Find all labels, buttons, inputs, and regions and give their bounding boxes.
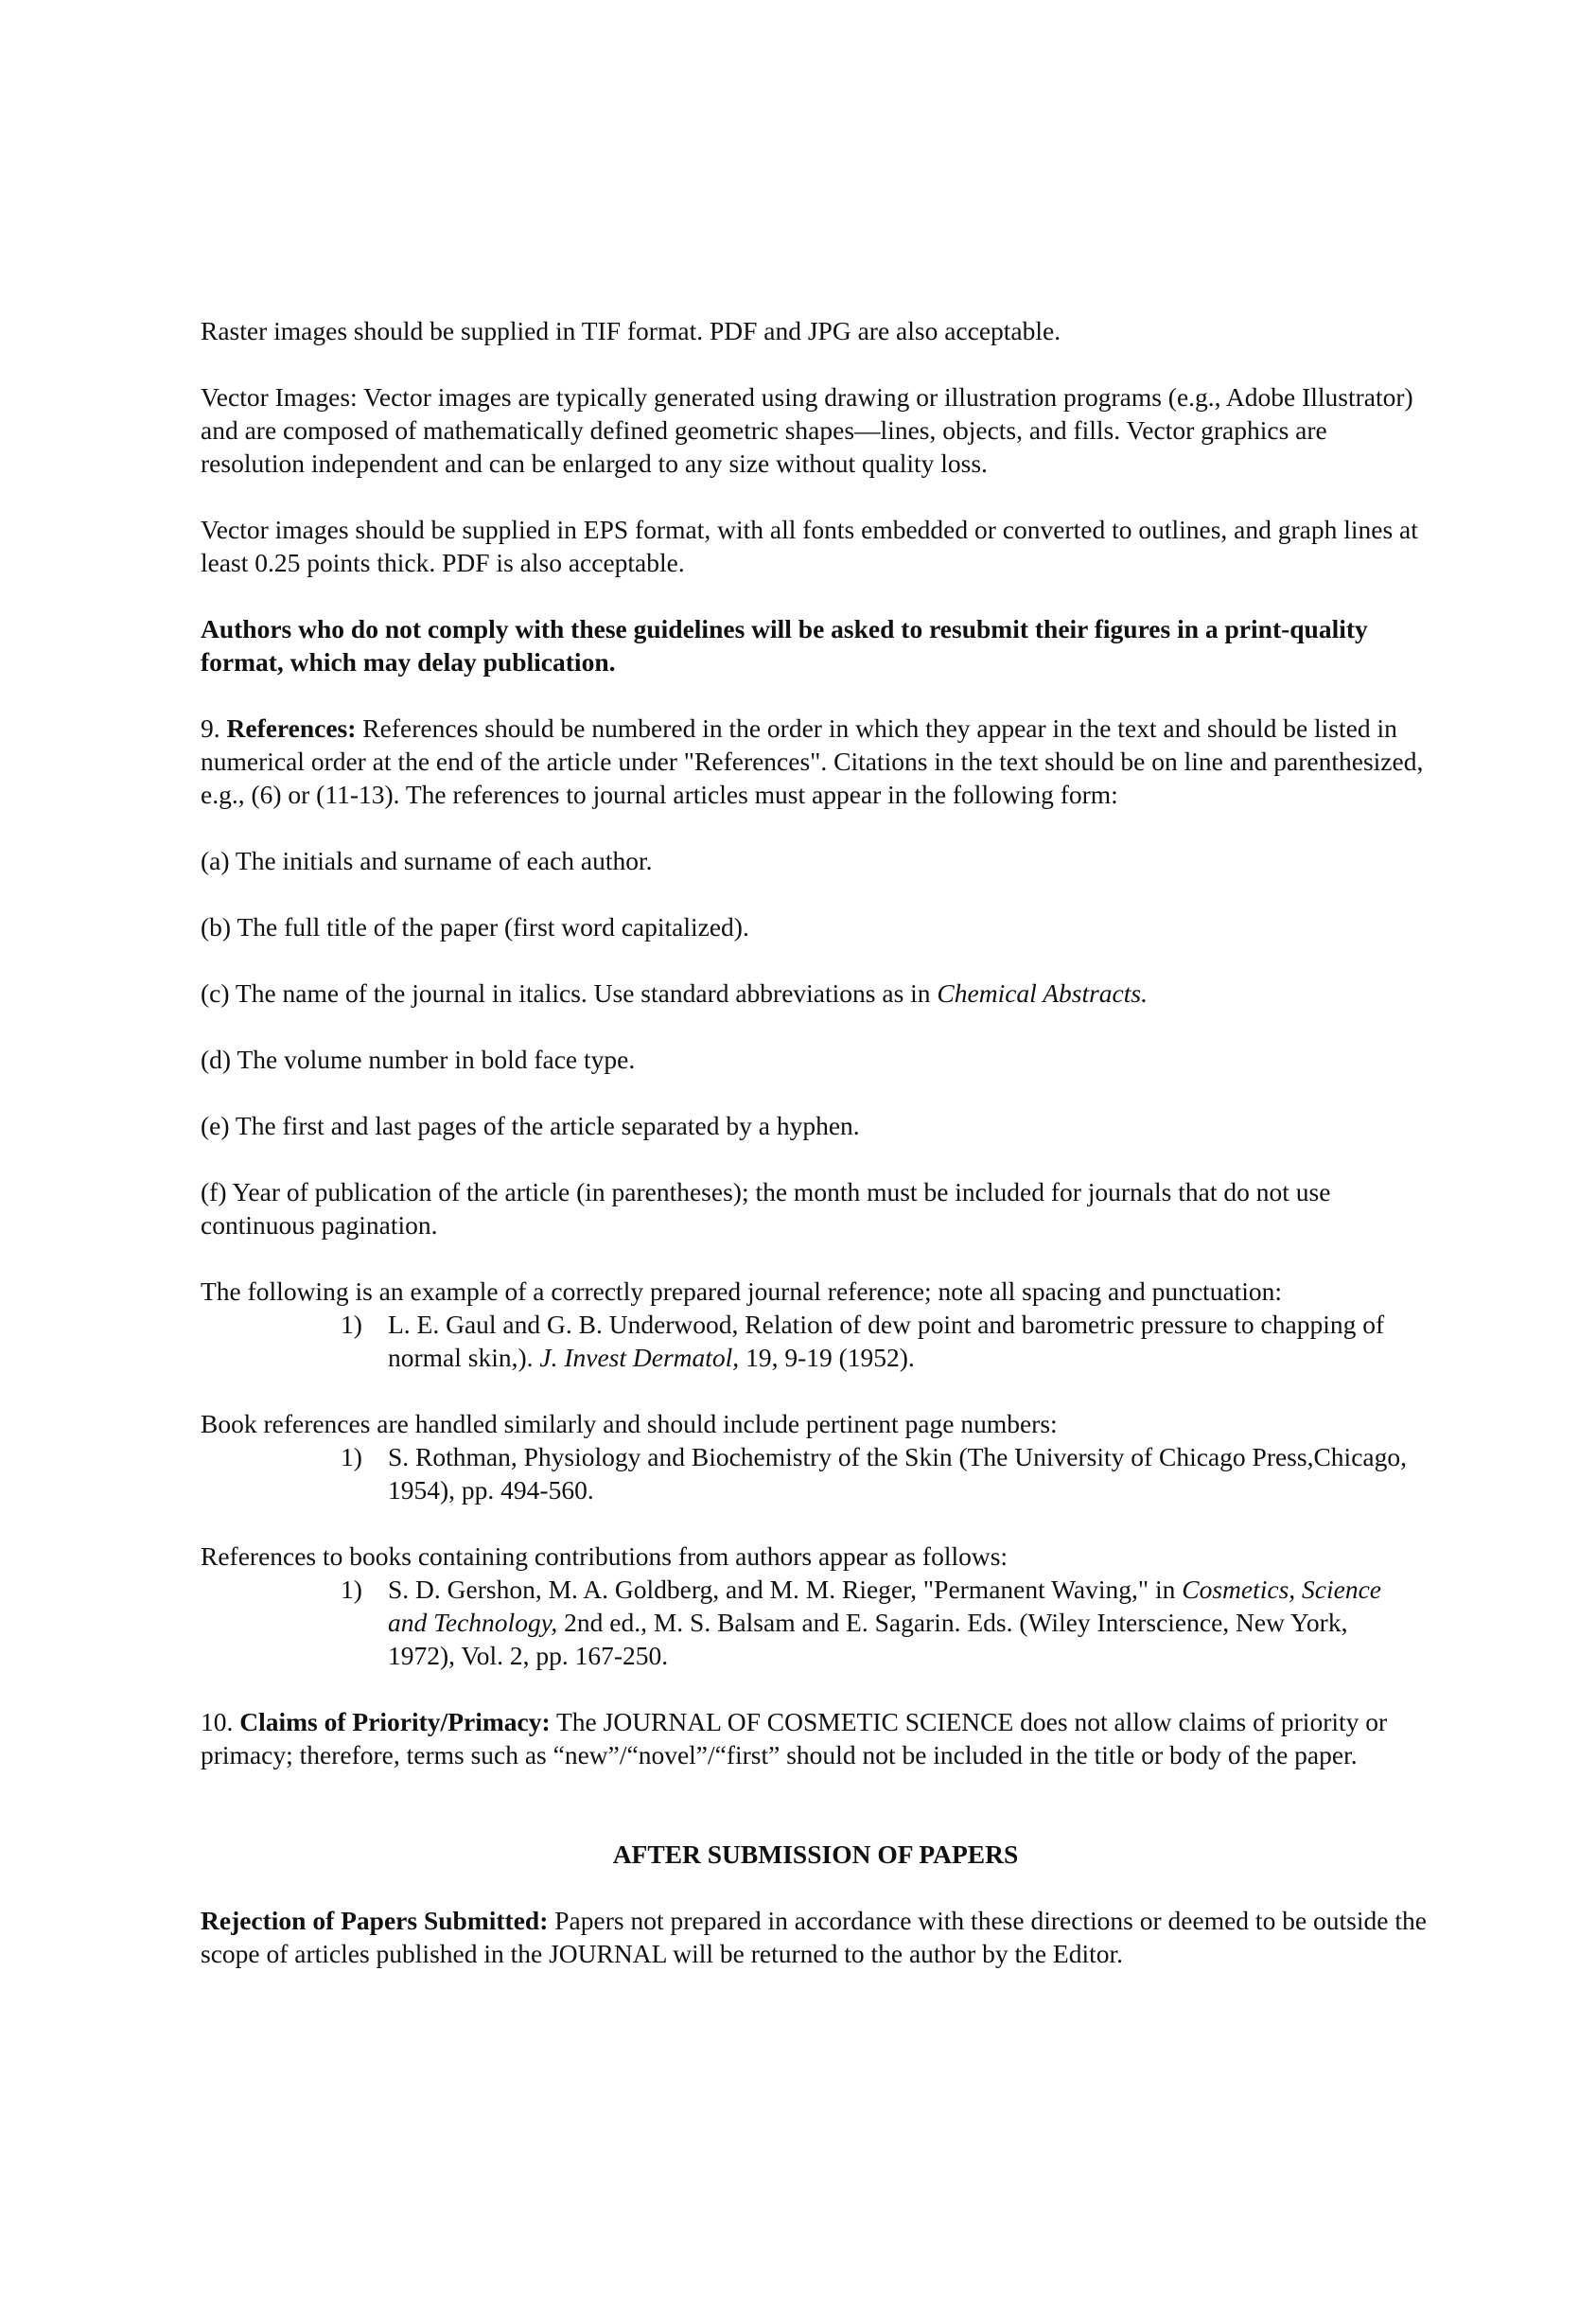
- rejection-label: Rejection of Papers Submitted:: [201, 1906, 549, 1935]
- contrib-example-text-after: 2nd ed., M. S. Balsam and E. Sagarin. Eds. (Wiley Interscience, New York, 1972), Vol. 2, pp. 167-250.: [388, 1608, 1348, 1670]
- claims-paragraph: [201, 1705, 1430, 1771]
- contrib-example-list: [201, 1573, 1430, 1672]
- contrib-example-italic: Cosmetics, Science and Technology,: [388, 1575, 1381, 1637]
- references-label: References:: [226, 713, 357, 743]
- reference-rule-a: (a) The initials and surname of each author.: [201, 846, 653, 875]
- vector-images-paragraph: Vector Images: Vector images are typically generated using drawing or illustration programs (e.g., Adobe Illustrator) and are composed of mathematically defined geometric shapes—lines, objects, and fills. Vector graphics are resolution independent and can be enlarged to any size without quality loss.: [201, 382, 1413, 478]
- journal-example-list: [201, 1308, 1430, 1374]
- list-item: [201, 1440, 1430, 1506]
- document-page: [201, 314, 1430, 2003]
- references-number: 9.: [201, 713, 227, 743]
- references-paragraph: [201, 712, 1430, 811]
- claims-number: 10.: [201, 1707, 240, 1736]
- reference-rule-c: [201, 977, 1430, 1010]
- reference-rule-f: (f) Year of publication of the article (in parentheses); the month must be included for journals that do not use continuous pagination.: [201, 1177, 1331, 1240]
- contrib-example-intro: References to books containing contributions from authors appear as follows:: [201, 1541, 1008, 1571]
- journal-example-text-before: L. E. Gaul and G. B. Underwood, Relation of dew point and barometric pressure to chapping of normal skin,).: [388, 1310, 1385, 1372]
- rejection-text: Papers not prepared in accordance with these directions or deemed to be outside the scope of articles published in the JOURNAL will be returned to the author by the Editor.: [201, 1906, 1427, 1968]
- after-submission-heading: AFTER SUBMISSION OF PAPERS: [612, 1840, 1019, 1869]
- book-example-intro: Book references are handled similarly and should include pertinent page numbers:: [201, 1409, 1058, 1438]
- book-example-list: [201, 1440, 1430, 1506]
- list-item-text: [388, 1308, 1430, 1374]
- compliance-warning-paragraph: Authors who do not comply with these guidelines will be asked to resubmit their figures in a print-quality format, which may delay publication.: [201, 614, 1368, 677]
- list-item-text: S. Rothman, Physiology and Biochemistry of the Skin (The University of Chicago Press,Chicago, 1954), pp. 494-560.: [388, 1442, 1407, 1505]
- journal-example-italic: J. Invest Dermatol,: [539, 1343, 740, 1372]
- reference-rule-c-text: (c) The name of the journal in italics. Use standard abbreviations as in: [201, 978, 938, 1008]
- claims-label: Claims of Priority/Primacy:: [239, 1707, 551, 1736]
- list-item-text: [388, 1573, 1430, 1672]
- references-text: References should be numbered in the order in which they appear in the text and should be listed in numerical order at the end of the article under "References". Citations in the text should be on line and parenthesized, e.g., (6) or (11-13). The references to journal articles must appear in the following form:: [201, 713, 1424, 809]
- raster-note-paragraph: Raster images should be supplied in TIF format. PDF and JPG are also acceptable.: [201, 316, 1061, 345]
- reference-rule-c-italic: Chemical Abstracts.: [937, 978, 1148, 1008]
- reference-rule-b: (b) The full title of the paper (first word capitalized).: [201, 912, 749, 942]
- journal-example-intro: The following is an example of a correctly prepared journal reference; note all spacing and punctuation:: [201, 1276, 1283, 1306]
- reference-rule-d: (d) The volume number in bold face type.: [201, 1045, 636, 1074]
- contrib-example-text-before: S. D. Gershon, M. A. Goldberg, and M. M. Rieger, "Permanent Waving," in: [388, 1575, 1183, 1604]
- list-item-number: 1): [341, 1575, 362, 1604]
- list-item: [201, 1308, 1430, 1374]
- list-item-number: 1): [341, 1310, 362, 1339]
- list-item: [201, 1573, 1430, 1672]
- rejection-paragraph: [201, 1904, 1430, 1970]
- reference-rule-e: (e) The first and last pages of the article separated by a hyphen.: [201, 1111, 860, 1140]
- journal-example-text-after: 19, 9-19 (1952).: [739, 1343, 915, 1372]
- list-item-number: 1): [341, 1442, 362, 1471]
- vector-format-paragraph: Vector images should be supplied in EPS format, with all fonts embedded or converted to outlines, and graph lines at least 0.25 points thick. PDF is also acceptable.: [201, 515, 1418, 577]
- claims-text: The JOURNAL OF COSMETIC SCIENCE does not allow claims of priority or primacy; therefore, terms such as “new”/“novel”/“first” should not be included in the title or body of the paper.: [201, 1707, 1388, 1769]
